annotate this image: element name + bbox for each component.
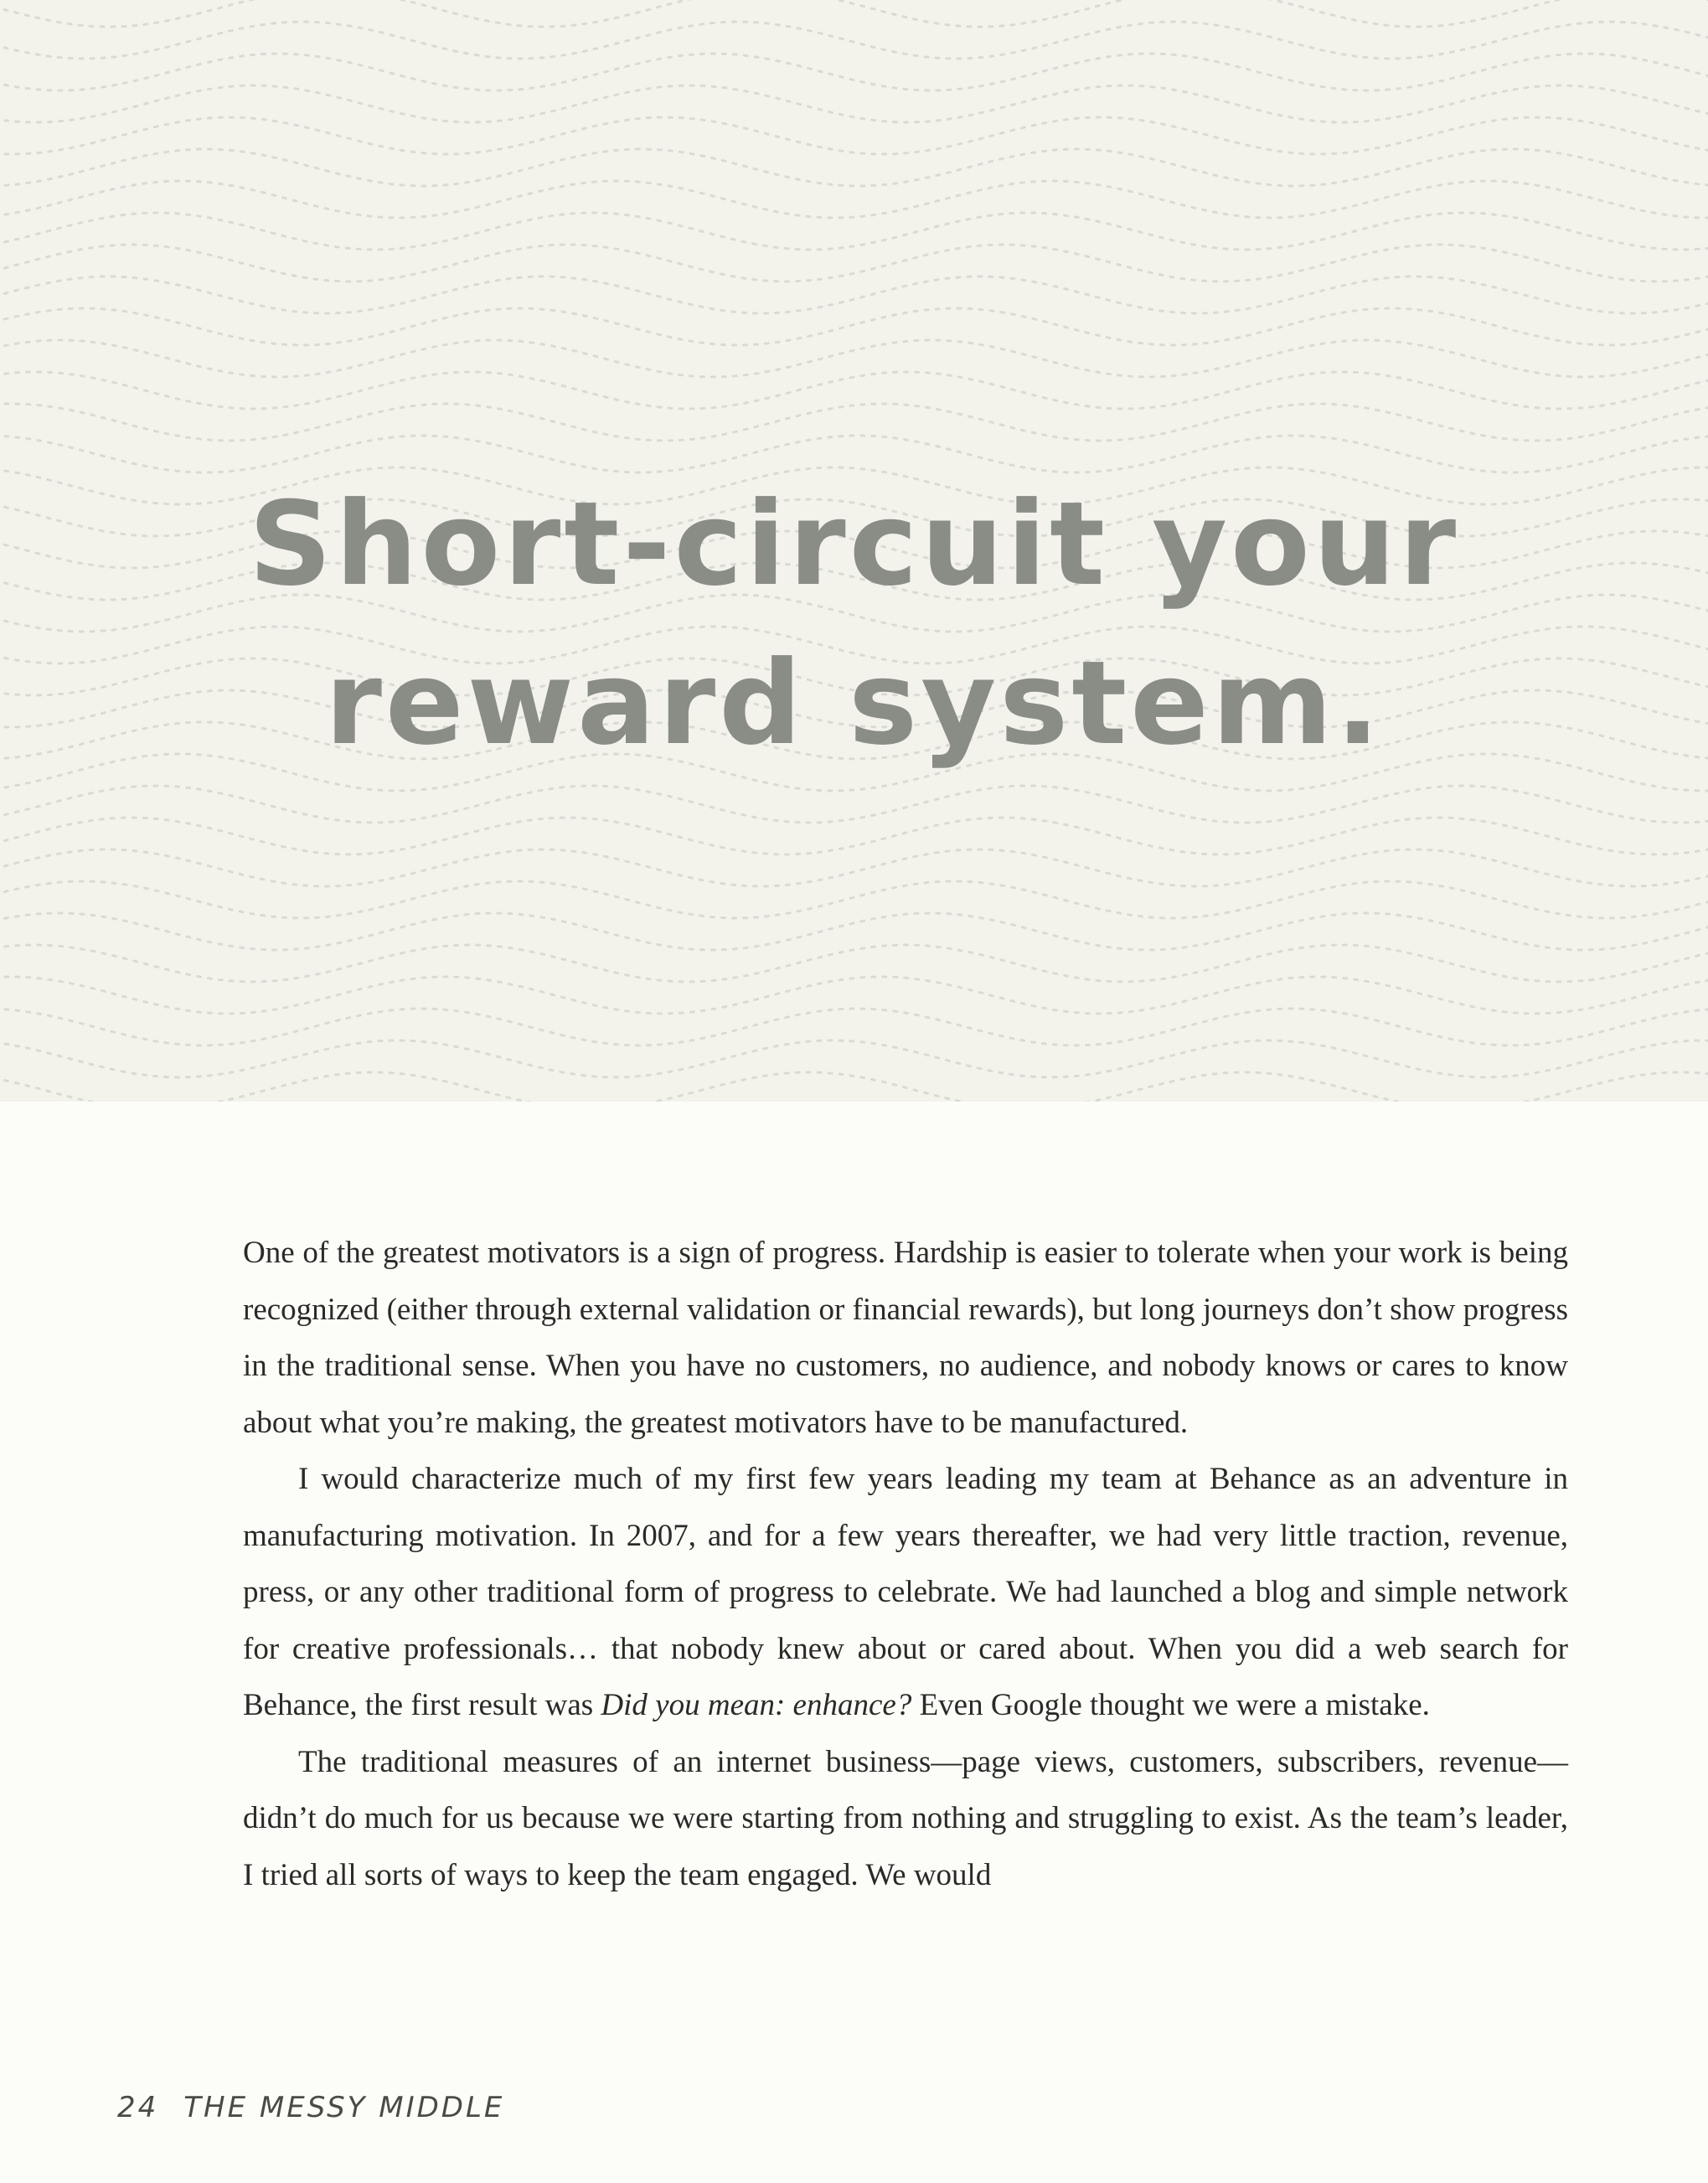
chapter-title bbox=[0, 465, 1708, 783]
wave-dot-row bbox=[0, 54, 1708, 90]
page-number: 24 bbox=[117, 2091, 159, 2124]
wave-dot-row bbox=[0, 0, 1708, 27]
paragraph-2-text: I would characterize much of my first few years leading my team at Behance as an adventure in manufacturing motivation. In 2007, and for a few years thereafter, we had very little traction, revenue, press, or any other traditional form of progress to celebrate. We had launched a blog and simple network for creative professionals… that nobody knew about or cared about. When you did a web search for Behance, the first result was bbox=[243, 1462, 1568, 1722]
wave-dot-row bbox=[0, 818, 1708, 854]
wave-dot-row bbox=[0, 913, 1708, 950]
wave-dot-row bbox=[0, 245, 1708, 281]
wave-dot-row bbox=[0, 1009, 1708, 1045]
paragraph-2-end: Even Google thought we were a mistake. bbox=[911, 1688, 1430, 1722]
wave-dot-row bbox=[0, 372, 1708, 409]
paragraph-3: The traditional measures of an internet business—page views, customers, subscribers, revenue—didn’t do much for us because we were starting from nothing and struggling to exist. As the team’s leader, I tried all sorts of ways to keep the team engaged. We would bbox=[243, 1744, 1568, 1892]
wave-dot-row bbox=[0, 945, 1708, 982]
wave-dot-row bbox=[0, 1072, 1708, 1102]
wave-dot-row bbox=[0, 340, 1708, 377]
body-text bbox=[243, 1225, 1568, 1903]
chapter-title-line-1: Short-circuit your bbox=[248, 477, 1460, 612]
wave-dot-row bbox=[0, 149, 1708, 186]
paragraph-2 bbox=[243, 1451, 1568, 1734]
wave-dot-row bbox=[0, 117, 1708, 154]
wave-dot-row bbox=[0, 22, 1708, 59]
wave-dot-row bbox=[0, 276, 1708, 313]
running-title: THE MESSY MIDDLE bbox=[183, 2091, 505, 2124]
wave-dot-row bbox=[0, 85, 1708, 122]
paragraph-1: One of the greatest motivators is a sign of progress. Hardship is easier to tolerate when your work is being recognized (either through external validation or financial rewards), but long journeys don’t show progress in the traditional sense. When you have no customers, no audience, and nobody knows or cares to know about what you’re making, the greatest motivators have to be manufactured. bbox=[243, 1236, 1568, 1440]
wave-dot-row bbox=[0, 1040, 1708, 1077]
wave-dot-row bbox=[0, 881, 1708, 918]
chapter-title-line-2: reward system. bbox=[324, 636, 1384, 771]
paragraph-2-italic: Did you mean: enhance? bbox=[601, 1688, 912, 1722]
wave-dot-row bbox=[0, 308, 1708, 345]
page-footer bbox=[117, 2091, 504, 2124]
wave-dot-row bbox=[0, 849, 1708, 886]
